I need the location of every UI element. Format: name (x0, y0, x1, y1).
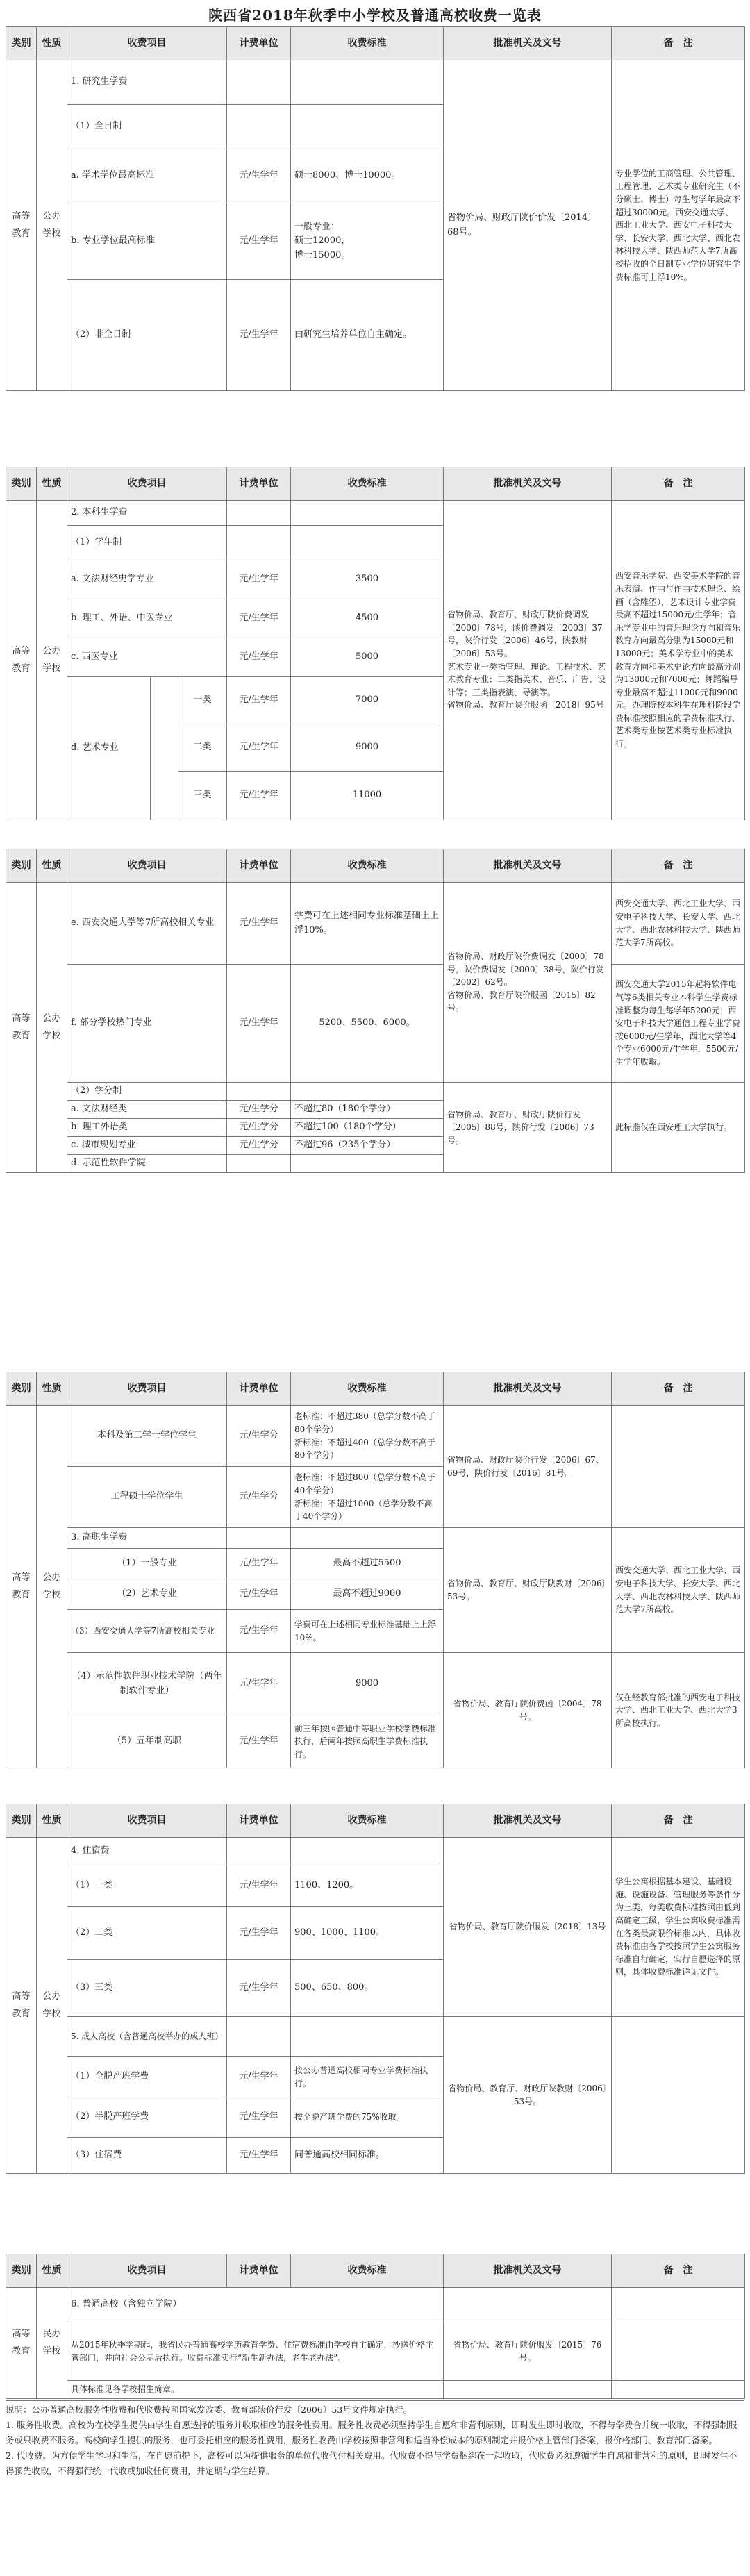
nature-cell: 公办学校 (37, 883, 67, 1173)
standard-cell: 最高不超过9000 (291, 1579, 444, 1610)
item-cell: （3）住宿费 (67, 2138, 227, 2174)
unit-cell: 元/生学分 (227, 1467, 291, 1528)
header-unit: 计费单位 (227, 1372, 291, 1406)
standard-cell: 学费可在上述相同专业标准基础上上浮10%。 (291, 1610, 444, 1653)
header-item: 收费项目 (67, 2254, 227, 2288)
item-cell: 工程硕士学位学生 (67, 1467, 227, 1528)
header-nature: 性质 (37, 467, 67, 501)
header-approval: 批准机关及文号 (444, 1372, 612, 1406)
unit-cell: 元/生学年 (227, 883, 291, 965)
item-cell: （2）非全日制 (67, 280, 227, 391)
unit-cell: 元/生学年 (227, 1610, 291, 1653)
header-item: 收费项目 (67, 1804, 227, 1838)
category-cell: 高等教育 (6, 60, 37, 391)
category-cell: 高等教育 (6, 2288, 37, 2399)
standard-cell: 硕士8000、博士10000。 (291, 149, 444, 203)
standard-cell: 老标准：不超过800（总学分数不高于40个学分） 新标准：不超过1000（总学分数不高于40个学分） (291, 1467, 444, 1528)
standard-cell: 7000 (291, 677, 444, 724)
unit-cell: 元/生学分 (227, 1406, 291, 1467)
unit-cell: 元/生学年 (227, 724, 291, 772)
item-cell: （1）全日制 (67, 105, 227, 149)
header-item: 收费项目 (67, 467, 227, 501)
category-cell: 高等教育 (6, 883, 37, 1173)
header-nature: 性质 (37, 27, 67, 60)
unit-cell: 元/生学年 (227, 280, 291, 391)
unit-cell: 元/生学分 (227, 1101, 291, 1119)
item-cell: c. 西医专业 (67, 638, 227, 677)
header-standard: 收费标准 (291, 467, 444, 501)
item-cell: a. 学术学位最高标准 (67, 149, 227, 203)
approval-cell: 省物价局、教育厅陕价服发〔2018〕13号 (444, 1838, 612, 2017)
header-remark: 备 注 (612, 2254, 745, 2288)
category-cell: 高等教育 (6, 1406, 37, 1768)
remark-cell: 西安交通大学、西北工业大学、西安电子科技大学、长安大学、西北大学、西北农林科技大学、陕西师范大学7所高校。 (612, 883, 745, 965)
header-standard: 收费标准 (291, 27, 444, 60)
item-cell: （1）一类 (67, 1865, 227, 1907)
class-cell: 二类 (178, 724, 227, 772)
header-category: 类别 (6, 467, 37, 501)
standard-cell: 一般专业： 硕士12000， 博士15000。 (291, 203, 444, 280)
standard-cell: 不超过80（180个学分） (291, 1101, 444, 1119)
item-cell: a. 文法财经类 (67, 1101, 227, 1119)
header-category: 类别 (6, 849, 37, 883)
policy-text: 从2015年秋季学期起，我省民办普通高校学历教育学费、住宿费标准由学校自主确定，抄送价格主管部门，并向社会公示后执行。收费标准实行“新生新办法，老生老办法”。 (67, 2322, 444, 2381)
fee-table-vocational (6, 1372, 745, 1768)
footnote: 说明：公办普通高校服务性收费和代收费按照国家发改委、教育部陕价行发〔2006〕53号文件规定执行。 1. 服务性收费。高校为在校学生提供由学生自愿选择的服务并收取相应的服务性费用。服务性收费必须坚持学生自愿和非营利原则，即时发生即时收取，不得与学费合并统一收取，不得强制服务或只收费不服务。高校向学生提供的服务，也可委托相应的服务性费用，服务性收费由学校按照非营利和适当补偿成本的原则制定并报价格主管部门备案，报价格部门、教育部门备案。 2. 代收费。为方便学生学习和生活，在自愿前提下，高校可以为提供服务的单位代收代付相关费用。代收费不得与学费捆绑在一起收取，代收费必须遵循学生自愿和非营利的原则，即时发生不得预先收取，不得强行统一代收或加收任何费用，并定期与学生结算。 (6, 2400, 744, 2478)
header-unit: 计费单位 (227, 27, 291, 60)
item-cell: 2. 本科生学费 (67, 501, 227, 526)
standard-cell: 5000 (291, 638, 444, 677)
header-category: 类别 (6, 27, 37, 60)
class-cell: 三类 (178, 772, 227, 820)
item-cell: a. 文法财经史学专业 (67, 560, 227, 599)
unit-cell: 元/生学年 (227, 638, 291, 677)
unit-cell: 元/生学分 (227, 1119, 291, 1137)
item-cell: f. 部分学校热门专业 (67, 965, 227, 1083)
header-nature: 性质 (37, 1804, 67, 1838)
header-unit: 计费单位 (227, 849, 291, 883)
unit-cell: 元/生学年 (227, 2097, 291, 2138)
item-cell: 6. 普通高校（含独立学院） (67, 2288, 444, 2322)
header-nature: 性质 (37, 1372, 67, 1406)
header-category: 类别 (6, 1804, 37, 1838)
unit-cell: 元/生学年 (227, 599, 291, 638)
unit-cell: 元/生学年 (227, 965, 291, 1083)
standard-cell: 9000 (291, 1653, 444, 1715)
approval-cell: 省物价局、财政厅陕价价发〔2014〕68号。 (444, 60, 612, 391)
unit-cell: 元/生学年 (227, 1960, 291, 2017)
standard-cell: 按全脱产班学费的75%收取。 (291, 2097, 444, 2138)
item-cell: （4）示范性软件职业技术学院（两年制软件专业） (67, 1653, 227, 1715)
standard-cell: 500、650、800。 (291, 1960, 444, 2017)
header-nature: 性质 (37, 849, 67, 883)
header-approval: 批准机关及文号 (444, 467, 612, 501)
unit-cell: 元/生学年 (227, 1715, 291, 1768)
approval-cell: 省物价局、教育厅、财政厅陕价费调发〔2000〕78号，陕价费调发〔2003〕37号，陕价行发〔2006〕46号，陕教财〔2006〕53号。 艺术专业一类指管理、理论、工程技术、艺术教育专业；二类指美术、音乐、广告、设计等；三类指表演、导演等。 省物价局、教育厅陕价服函〔2018〕95号 (444, 501, 612, 820)
nature-cell: 公办学校 (37, 60, 67, 391)
remark-cell: 西安音乐学院、西安美术学院的音乐表演、作曲与作曲技术理论、绘画（含雕塑），艺术设计专业学费最高不超过15000元/生学年；音乐学专业中的音乐理论方向和音乐教育方向最高分别为15000元和13000元；美术学专业中的美术教育方向和美术史论方向最高分别为13000元和7000元；舞蹈编导专业最高不超过11000元和9000元。办理院校本科生在理科阶段学费标准按照相应的学费标准执行，艺术类专业按艺术类专业标准执行。 (612, 501, 745, 820)
item-cell: e. 西安交通大学等7所高校相关专业 (67, 883, 227, 965)
header-remark: 备 注 (612, 467, 745, 501)
class-cell: 一类 (178, 677, 227, 724)
unit-cell: 元/生学年 (227, 149, 291, 203)
item-cell: （5）五年制高职 (67, 1715, 227, 1768)
header-item: 收费项目 (67, 849, 227, 883)
item-cell: （1）一般专业 (67, 1549, 227, 1579)
standard-cell: 最高不超过5500 (291, 1549, 444, 1579)
category-cell: 高等教育 (6, 501, 37, 820)
unit-cell: 元/生学年 (227, 1653, 291, 1715)
header-category: 类别 (6, 2254, 37, 2288)
fee-table-graduate (6, 26, 745, 391)
nature-cell: 公办学校 (37, 1838, 67, 2174)
approval-cell: 省物价局、教育厅、财政厅陕教财〔2006〕53号。 (444, 2017, 612, 2174)
standard-cell: 4500 (291, 599, 444, 638)
nature-cell: 公办学校 (37, 501, 67, 820)
header-unit: 计费单位 (227, 1804, 291, 1838)
header-remark: 备 注 (612, 849, 745, 883)
standard-cell: 1100、1200。 (291, 1865, 444, 1907)
item-cell: （3）西安交通大学等7所高校相关专业 (67, 1610, 227, 1653)
remark-cell: 此标准仅在西安理工大学执行。 (612, 1083, 745, 1173)
approval-cell: 省物价局、教育厅、财政厅陕价行发〔2005〕88号，陕价行发〔2006〕73号。 (444, 1083, 612, 1173)
standard-cell: 11000 (291, 772, 444, 820)
standard-cell: 9000 (291, 724, 444, 772)
header-standard: 收费标准 (291, 1372, 444, 1406)
header-standard: 收费标准 (291, 2254, 444, 2288)
approval-cell: 省物价局、教育厅陕价费函〔2004〕78号。 (444, 1653, 612, 1768)
standard-cell: 前三年按照普通中等职业学校学费标准执行，后两年按照高职生学费标准执行。 (291, 1715, 444, 1768)
standard-cell: 同普通高校相同标准。 (291, 2138, 444, 2174)
header-remark: 备 注 (612, 27, 745, 60)
item-cell: （2）二类 (67, 1907, 227, 1960)
fee-table-private (6, 2254, 745, 2399)
page-title: 陕西省2018年秋季中小学校及普通高校收费一览表 (208, 7, 542, 24)
item-cell: 3. 高职生学费 (67, 1528, 227, 1549)
unit-cell: 元/生学年 (227, 2057, 291, 2097)
item-cell: b. 理工外语类 (67, 1119, 227, 1137)
approval-cell: 省物价局、教育厅、财政厅陕教财〔2006〕53号。 (444, 1528, 612, 1653)
standard-cell: 900、1000、1100。 (291, 1907, 444, 1960)
category-cell: 高等教育 (6, 1838, 37, 2174)
item-cell: 5. 成人高校（含普通高校举办的成人班） (67, 2017, 227, 2057)
item-cell: 1. 研究生学费 (67, 60, 227, 105)
unit-cell: 元/生学年 (227, 2138, 291, 2174)
remark-cell: 仅在经教育部批准的西安电子科技大学、西北工业大学、西北大学3所高校执行。 (612, 1653, 745, 1768)
standard-cell: 不超过96（235个学分） (291, 1137, 444, 1155)
remark-cell: 学生公寓根据基本建设、基础设施、设施设备、管理服务等条件分为三类，每类收费标准按照由低到高确定三级，学生公寓收费标准需在各类最高限价标准以内，具体收费标准由各学校按照学生公寓服务标准自行确定，实行自愿选择的原则，具体收费标准详见文件。 (612, 1838, 745, 2017)
policy-text: 具体标准见各学校招生简章。 (67, 2381, 444, 2399)
unit-cell: 元/生学年 (227, 1865, 291, 1907)
item-cell: b. 理工、外语、中医专业 (67, 599, 227, 638)
standard-cell: 老标准：不超过380（总学分数不高于80个学分） 新标准：不超过400（总学分数不高于80个学分） (291, 1406, 444, 1467)
header-approval: 批准机关及文号 (444, 27, 612, 60)
header-nature: 性质 (37, 2254, 67, 2288)
item-cell: b. 专业学位最高标准 (67, 203, 227, 280)
fee-table-undergraduate-cont (6, 849, 745, 1173)
item-cell: （1）学年制 (67, 526, 227, 560)
header-approval: 批准机关及文号 (444, 2254, 612, 2288)
item-cell: （2）艺术专业 (67, 1579, 227, 1610)
standard-cell: 5200、5500、6000。 (291, 965, 444, 1083)
unit-cell: 元/生学年 (227, 560, 291, 599)
unit-cell: 元/生学年 (227, 203, 291, 280)
item-cell: d. 示范性软件学院 (67, 1155, 227, 1173)
header-standard: 收费标准 (291, 1804, 444, 1838)
header-remark: 备 注 (612, 1804, 745, 1838)
standard-cell: 不超过100（180个学分） (291, 1119, 444, 1137)
nature-cell: 公办学校 (37, 1406, 67, 1768)
item-cell: （2）学分制 (67, 1083, 227, 1101)
unit-cell: 元/生学分 (227, 1137, 291, 1155)
item-cell: c. 城市规划专业 (67, 1137, 227, 1155)
item-cell: （3）三类 (67, 1960, 227, 2017)
unit-cell: 元/生学年 (227, 1549, 291, 1579)
approval-cell: 省物价局、教育厅陕价服发〔2015〕76号。 (444, 2322, 612, 2381)
item-cell: d. 艺术专业 (67, 677, 151, 820)
unit-cell: 元/生学年 (227, 1907, 291, 1960)
nature-cell: 民办学校 (37, 2288, 67, 2399)
header-unit: 计费单位 (227, 467, 291, 501)
approval-cell: 省物价局、财政厅陕价行发〔2006〕67、69号，陕价行发〔2016〕81号。 (444, 1406, 612, 1528)
unit-cell: 元/生学年 (227, 677, 291, 724)
fee-table-undergraduate (6, 467, 745, 820)
item-cell: （1）全脱产班学费 (67, 2057, 227, 2097)
item-cell: 4. 住宿费 (67, 1838, 227, 1865)
header-approval: 批准机关及文号 (444, 849, 612, 883)
header-approval: 批准机关及文号 (444, 1804, 612, 1838)
remark-cell: 西安交通大学、西北工业大学、西安电子科技大学、长安大学、西北大学、西北农林科技大学、陕西师范大学7所高校。 (612, 1528, 745, 1653)
header-item: 收费项目 (67, 1372, 227, 1406)
header-standard: 收费标准 (291, 849, 444, 883)
header-item: 收费项目 (67, 27, 227, 60)
standard-cell: 按公办普通高校相同专业学费标准执行。 (291, 2057, 444, 2097)
header-unit: 计费单位 (227, 2254, 291, 2288)
item-cell: （2）半脱产班学费 (67, 2097, 227, 2138)
fee-table-accommodation (6, 1804, 745, 2174)
item-cell: 本科及第二学士学位学生 (67, 1406, 227, 1467)
remark-cell: 西安交通大学2015年起将软件电气等6类相关专业本科学生学费标准调整为每生每学年5200元；西安电子科技大学通信工程专业学费按6000元/生学年，西北大学等4个专业6000元/生学年，5500元/生学年收取。 (612, 965, 745, 1083)
standard-cell: 学费可在上述相同专业标准基础上上浮10%。 (291, 883, 444, 965)
unit-cell: 元/生学年 (227, 1579, 291, 1610)
header-remark: 备 注 (612, 1372, 745, 1406)
standard-cell: 由研究生培养单位自主确定。 (291, 280, 444, 391)
header-category: 类别 (6, 1372, 37, 1406)
unit-cell: 元/生学年 (227, 772, 291, 820)
remark-cell: 专业学位的工商管理、公共管理、工程管理、艺术类专业研究生（不分硕士、博士）每生每学年最高不超过30000元。西安交通大学、西北工业大学、西安电子科技大学、长安大学、西北大学、西北农林科技大学、陕西师范大学7所高校招收的全日制专业学位研究生学费标准可上浮10%。 (612, 60, 745, 391)
standard-cell: 3500 (291, 560, 444, 599)
approval-cell: 省物价局、财政厅陕价费调发〔2000〕78号，陕价费调发〔2000〕38号，陕价行发〔2002〕62号。 省物价局、教育厅陕价服函〔2015〕82号。 (444, 883, 612, 1083)
